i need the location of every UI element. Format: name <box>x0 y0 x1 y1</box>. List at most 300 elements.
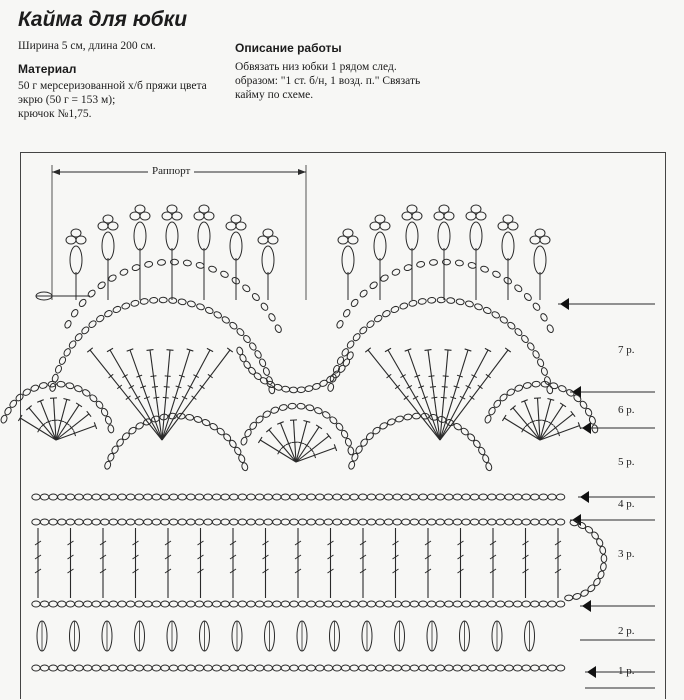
chain-stitch <box>470 519 478 525</box>
valley-chain <box>253 371 263 380</box>
fan-chain <box>58 356 67 366</box>
crown-chain <box>196 262 205 269</box>
crown-chain <box>208 265 217 273</box>
chain-stitch <box>169 519 177 525</box>
picot-loop <box>343 229 353 237</box>
chain-stitch <box>470 494 478 500</box>
chain-stitch <box>247 601 255 607</box>
picot-oval <box>502 232 514 260</box>
chain-stitch <box>290 601 298 607</box>
shell-stitch <box>258 437 262 443</box>
chain-stitch <box>376 494 384 500</box>
fan-chain <box>221 315 231 324</box>
chain-stitch <box>281 601 289 607</box>
chain-stitch <box>496 601 504 607</box>
fan-chain <box>491 310 501 319</box>
crown-chain <box>403 264 412 272</box>
shell-stitch <box>56 414 89 440</box>
chain-stitch <box>367 665 375 671</box>
chain-stitch <box>359 601 367 607</box>
chain-stitch <box>238 519 246 525</box>
chain-stitch <box>255 601 263 607</box>
fan-stitch <box>505 348 511 352</box>
fan-chain <box>346 340 355 350</box>
fan-chain <box>178 298 187 305</box>
chain-stitch <box>40 519 48 525</box>
chain-stitch <box>92 601 100 607</box>
fan-stitch <box>192 396 197 400</box>
fan-chain <box>130 300 139 307</box>
fan-chain <box>140 298 149 305</box>
fan-chain <box>520 334 529 344</box>
shell-stitch <box>18 415 22 421</box>
chain-stitch <box>178 494 186 500</box>
chain-stitch <box>402 519 410 525</box>
chain-stitch <box>169 665 177 671</box>
picot-oval <box>230 232 242 260</box>
picot-loop <box>439 205 449 213</box>
chain-stitch <box>462 665 470 671</box>
chain-stitch <box>479 665 487 671</box>
chain-stitch <box>255 665 263 671</box>
shell-chain <box>523 382 532 389</box>
chain-stitch <box>359 494 367 500</box>
chain-stitch <box>118 601 126 607</box>
picot-loop <box>167 205 177 213</box>
crown-chain <box>369 281 379 290</box>
shell-chain <box>532 381 540 387</box>
row-direction-triangle <box>582 422 591 434</box>
chain-stitch <box>427 665 435 671</box>
crown-chain <box>350 298 359 308</box>
crown-chain <box>342 308 351 318</box>
shell-chain <box>57 381 65 387</box>
fan-stitch <box>163 397 169 398</box>
crown-chain <box>119 268 129 276</box>
chain-stitch <box>204 519 212 525</box>
chain-stitch <box>195 519 203 525</box>
chain-stitch <box>273 519 281 525</box>
chain-stitch <box>101 494 109 500</box>
arch-chain <box>485 462 493 471</box>
fan-chain <box>514 327 524 337</box>
fan-stitch <box>200 385 205 389</box>
chain-stitch <box>204 665 212 671</box>
picot-oval <box>470 222 482 250</box>
chain-stitch <box>178 665 186 671</box>
chain-stitch <box>135 601 143 607</box>
chain-stitch <box>556 665 564 671</box>
shell-chain <box>30 384 40 392</box>
crown-chain <box>336 319 345 329</box>
chain-stitch <box>109 494 117 500</box>
fan-stitch <box>153 397 159 398</box>
arch-chain <box>241 462 249 471</box>
chain-stitch <box>393 519 401 525</box>
chain-stitch <box>32 601 40 607</box>
fan-chain <box>254 350 263 360</box>
chain-stitch <box>66 665 74 671</box>
chain-stitch <box>479 601 487 607</box>
fan-chain <box>204 306 214 314</box>
shell-stitch <box>56 426 95 440</box>
chain-stitch <box>402 494 410 500</box>
picot-loop <box>503 215 513 223</box>
fan-chain <box>532 350 541 360</box>
chain-stitch <box>152 519 160 525</box>
arch-chain <box>193 416 202 424</box>
chain-stitch <box>333 519 341 525</box>
chain-stitch <box>264 601 272 607</box>
shell-chain <box>279 404 288 411</box>
crown-chain <box>267 312 276 322</box>
rapport-arrow-right <box>298 169 306 175</box>
fan-stitch <box>227 348 233 352</box>
shell-stitch <box>502 415 506 421</box>
chain-stitch <box>410 494 418 500</box>
chain-stitch <box>307 494 315 500</box>
chain-stitch <box>539 494 547 500</box>
valley-chain <box>243 360 252 370</box>
chain-stitch <box>92 519 100 525</box>
chain-stitch <box>152 601 160 607</box>
chain-stitch <box>75 665 83 671</box>
chain-stitch <box>462 519 470 525</box>
dimensions-text: Ширина 5 см, длина 200 см. <box>18 40 156 52</box>
picot-oval <box>262 246 274 274</box>
chain-stitch <box>548 665 556 671</box>
chain-stitch <box>144 519 152 525</box>
chain-stitch <box>384 519 392 525</box>
chain-stitch <box>281 494 289 500</box>
chain-stitch <box>384 601 392 607</box>
fan-chain <box>54 364 62 374</box>
fan-chain <box>465 300 474 308</box>
fan-chain <box>474 303 483 311</box>
fan-chain <box>544 376 552 385</box>
fan-chain <box>456 298 465 305</box>
page-title: Кайма для юбки <box>18 8 188 31</box>
shell-chain <box>514 384 524 392</box>
shell-stitch <box>327 433 331 438</box>
chain-stitch <box>436 494 444 500</box>
chain-stitch <box>247 494 255 500</box>
fan-chain <box>74 332 84 342</box>
chain-stitch <box>453 494 461 500</box>
chain-stitch <box>75 601 83 607</box>
chain-stitch <box>66 519 74 525</box>
crown-chain <box>429 259 437 265</box>
chain-stitch <box>445 494 453 500</box>
chain-stitch <box>49 494 57 500</box>
chain-stitch <box>40 494 48 500</box>
picot-loop <box>199 205 209 213</box>
chain-stitch <box>488 519 496 525</box>
chain-stitch <box>539 519 547 525</box>
shell-stitch <box>38 427 41 432</box>
chain-stitch <box>359 665 367 671</box>
crown-chain <box>87 289 97 299</box>
fan-chain <box>373 314 383 323</box>
chain-stitch <box>212 519 220 525</box>
chain-stitch <box>479 519 487 525</box>
picot-loop <box>535 229 545 237</box>
shell-chain <box>484 414 492 424</box>
picot-oval <box>534 246 546 274</box>
chain-stitch <box>505 665 513 671</box>
chain-stitch <box>307 519 315 525</box>
fan-stitch <box>431 397 437 398</box>
turning-chain <box>601 554 607 562</box>
shell-chain <box>270 406 280 414</box>
turning-chain <box>597 570 605 580</box>
fan-stitch <box>440 350 508 440</box>
fan-chain <box>95 314 105 323</box>
chain-stitch <box>273 601 281 607</box>
chain-stitch <box>531 665 539 671</box>
chain-stitch <box>376 665 384 671</box>
shell-stitch <box>269 430 296 462</box>
chain-stitch <box>264 519 272 525</box>
arch-chain <box>104 461 112 470</box>
row-direction-triangle <box>580 491 589 503</box>
chain-stitch <box>419 519 427 525</box>
chain-stitch <box>350 665 358 671</box>
chain-stitch <box>264 494 272 500</box>
valley-chain <box>247 366 257 376</box>
fan-chain <box>150 297 158 303</box>
chain-stitch <box>221 601 229 607</box>
chain-stitch <box>58 494 66 500</box>
chain-stitch <box>384 665 392 671</box>
chain-stitch <box>126 665 134 671</box>
fan-stitch <box>162 350 230 440</box>
row-label-3: 3 р. <box>618 548 635 560</box>
chain-stitch <box>427 519 435 525</box>
shell-stitch <box>29 408 56 440</box>
chain-stitch <box>462 494 470 500</box>
chain-stitch <box>135 494 143 500</box>
shell-chain <box>39 382 48 389</box>
chain-stitch <box>350 494 358 500</box>
materials-line-3: крючок №1,75. <box>18 108 92 120</box>
chain-stitch <box>212 494 220 500</box>
row-label-4: 4 р. <box>618 498 635 510</box>
chain-stitch <box>290 519 298 525</box>
chain-stitch <box>83 665 91 671</box>
shell-stitch <box>548 422 553 425</box>
shell-stitch <box>513 408 540 440</box>
chain-stitch <box>178 519 186 525</box>
chain-stitch <box>187 601 195 607</box>
chain-stitch <box>531 494 539 500</box>
chain-stitch <box>290 665 298 671</box>
chain-stitch <box>488 665 496 671</box>
shell-stitch <box>540 426 579 440</box>
chain-stitch <box>453 665 461 671</box>
chain-stitch <box>32 665 40 671</box>
fan-chain <box>80 326 90 336</box>
fan-chain <box>168 297 176 303</box>
chain-stitch <box>436 601 444 607</box>
fan-stitch <box>107 348 113 352</box>
picot-oval <box>102 232 114 260</box>
chain-stitch <box>367 494 375 500</box>
chain-stitch <box>496 665 504 671</box>
chain-stitch <box>152 665 160 671</box>
chain-stitch <box>324 494 332 500</box>
chain-stitch <box>531 519 539 525</box>
fan-chain <box>242 334 251 344</box>
crown-chain <box>359 289 369 299</box>
chain-stitch <box>384 494 392 500</box>
fan-stitch <box>425 350 432 351</box>
crown-chain <box>513 284 523 293</box>
chain-stitch <box>83 519 91 525</box>
fan-chain <box>327 383 334 392</box>
chain-stitch <box>238 494 246 500</box>
chain-stitch <box>513 494 521 500</box>
fan-stitch <box>151 376 157 377</box>
shell-stitch <box>522 427 525 432</box>
chain-stitch <box>496 519 504 525</box>
chain-stitch <box>402 665 410 671</box>
chain-stitch <box>479 494 487 500</box>
chain-stitch <box>522 601 530 607</box>
crown-chain <box>183 260 192 267</box>
arch-chain <box>403 414 412 421</box>
chain-stitch <box>221 519 229 525</box>
shell-chain <box>558 384 568 392</box>
chain-stitch <box>40 601 48 607</box>
chain-stitch <box>359 519 367 525</box>
fan-chain <box>121 302 130 310</box>
chain-stitch <box>49 665 57 671</box>
chain-stitch <box>367 519 375 525</box>
turning-chain <box>564 595 572 601</box>
fan-chain <box>499 315 509 324</box>
row-label-2: 2 р. <box>618 625 635 637</box>
chain-stitch <box>307 665 315 671</box>
chain-stitch <box>161 519 169 525</box>
crown-chain <box>274 324 283 334</box>
fan-stitch <box>441 397 447 398</box>
crown-chain <box>241 284 251 293</box>
chain-stitch <box>169 494 177 500</box>
chain-stitch <box>83 494 91 500</box>
chain-stitch <box>333 601 341 607</box>
chain-stitch <box>58 519 66 525</box>
crown-chain <box>416 261 425 268</box>
chain-stitch <box>298 601 306 607</box>
crown-chain <box>391 268 401 276</box>
chain-stitch <box>427 494 435 500</box>
fan-stitch <box>486 374 491 378</box>
row-direction-triangle <box>560 298 569 310</box>
crown-chain <box>144 261 153 268</box>
crown-chain <box>131 264 140 272</box>
chain-stitch <box>505 494 513 500</box>
fan-chain <box>418 298 427 305</box>
shell-chain <box>305 404 314 411</box>
crown-chain <box>492 270 502 279</box>
fan-chain <box>526 342 535 352</box>
chain-stitch <box>376 601 384 607</box>
crown-chain <box>260 302 269 312</box>
crown-chain <box>97 281 107 290</box>
chain-stitch <box>118 494 126 500</box>
chain-stitch <box>109 601 117 607</box>
chain-stitch <box>66 494 74 500</box>
fan-chain <box>358 326 368 336</box>
chain-stitch <box>144 601 152 607</box>
fan-chain <box>196 303 205 311</box>
chain-stitch <box>341 665 349 671</box>
fan-chain <box>63 347 72 357</box>
picot-oval <box>134 222 146 250</box>
chain-stitch <box>376 519 384 525</box>
chain-stitch <box>281 519 289 525</box>
chain-stitch <box>187 665 195 671</box>
chain-stitch <box>307 601 315 607</box>
chain-stitch <box>539 665 547 671</box>
fan-stitch <box>442 387 448 388</box>
shell-stitch <box>64 422 69 425</box>
row-label-1: 1 р. <box>618 665 635 677</box>
fan-chain <box>352 332 362 342</box>
chain-stitch <box>445 665 453 671</box>
crown-chain <box>157 259 165 265</box>
shell-stitch <box>296 448 335 462</box>
arch-chain <box>201 418 211 426</box>
fan-stitch <box>368 350 440 440</box>
arch-chain <box>185 414 194 421</box>
chain-stitch <box>410 665 418 671</box>
chain-stitch <box>118 519 126 525</box>
chain-stitch <box>230 494 238 500</box>
chain-stitch <box>410 519 418 525</box>
chain-stitch <box>548 601 556 607</box>
chain-stitch <box>247 665 255 671</box>
chain-stitch <box>161 665 169 671</box>
fan-chain <box>408 300 417 307</box>
chain-stitch <box>522 665 530 671</box>
crown-chain <box>380 274 390 283</box>
fan-chain <box>213 310 223 319</box>
chain-stitch <box>427 601 435 607</box>
chain-stitch <box>548 494 556 500</box>
chain-stitch <box>221 665 229 671</box>
picot-loop <box>407 205 417 213</box>
chain-stitch <box>144 665 152 671</box>
fan-chain <box>236 327 246 337</box>
fan-chain <box>88 319 98 328</box>
description-line-1: Обвязать низ юбки 1 рядом след. <box>235 61 397 73</box>
chain-stitch <box>393 665 401 671</box>
chain-stitch <box>350 601 358 607</box>
row-direction-triangle <box>587 666 596 678</box>
chain-stitch <box>324 601 332 607</box>
chain-stitch <box>212 601 220 607</box>
chain-stitch <box>462 601 470 607</box>
chain-stitch <box>488 601 496 607</box>
arch-chain <box>348 461 356 470</box>
rapport-arrow-left <box>52 169 60 175</box>
fan-stitch <box>429 376 435 377</box>
materials-line-2: экрю (50 г = 153 м); <box>18 94 116 106</box>
crown-chain <box>546 324 555 334</box>
picot-oval <box>406 222 418 250</box>
